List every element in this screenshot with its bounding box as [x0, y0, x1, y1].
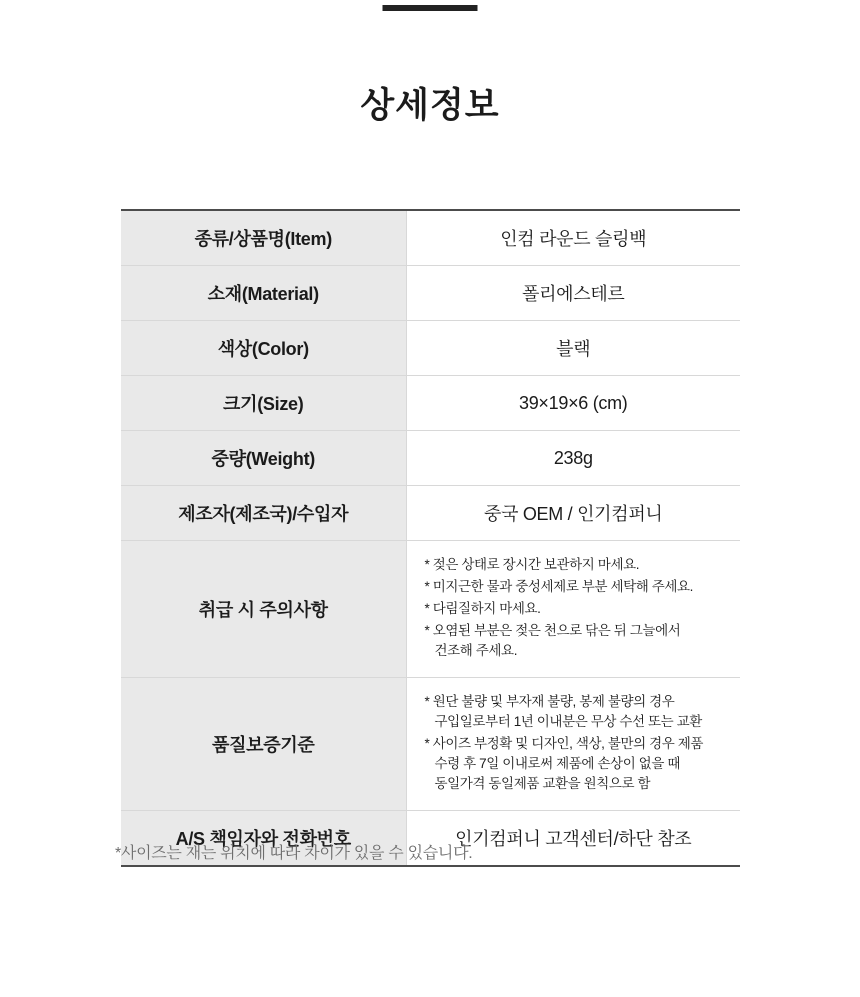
spec-value: 39×19×6 (cm) [406, 376, 740, 431]
spec-value: 폴리에스테르 [406, 266, 740, 321]
product-spec-table [121, 209, 740, 867]
table-row [121, 266, 740, 321]
spec-label: 종류/상품명(Item) [121, 210, 406, 266]
top-divider-bar [383, 5, 478, 11]
care-instructions-list [425, 555, 731, 661]
note-line: * 오염된 부분은 젖은 천으로 닦은 뒤 그늘에서 [424, 622, 681, 638]
spec-label: 색상(Color) [121, 321, 406, 376]
warranty-terms-list [425, 692, 731, 794]
note-line: * 다림질하지 마세요. [424, 600, 541, 616]
note-line: * 젖은 상태로 장시간 보관하지 마세요. [424, 557, 640, 572]
spec-value: 238g [406, 431, 740, 486]
spec-value: 블랙 [406, 321, 740, 376]
table-row [121, 486, 740, 541]
note-line: * 원단 불량 및 부자재 불량, 봉제 불량의 경우 [424, 693, 675, 709]
spec-label: A/S 책임자와 전화번호 [121, 810, 406, 866]
table-row [121, 210, 740, 266]
spec-value: 인기컴퍼니 고객센터/하단 참조 [406, 810, 740, 866]
size-disclaimer: *사이즈는 재는 위치에 따라 차이가 있을 수 있습니다. [115, 845, 473, 862]
note-line-continued: 건조해 주세요. [434, 642, 518, 658]
note-line-continued: 동일가격 동일제품 교환을 원칙으로 함 [434, 775, 651, 791]
table-row [121, 541, 740, 678]
table-row [121, 677, 740, 810]
list-item [425, 734, 731, 794]
spec-value [406, 541, 740, 678]
table-row [121, 376, 740, 431]
spec-label: 제조자(제조국)/수입자 [121, 486, 406, 541]
list-item [425, 555, 731, 575]
spec-label: 중량(Weight) [121, 431, 406, 486]
spec-label: 취급 시 주의사항 [121, 541, 406, 678]
spec-value: 인컴 라운드 슬링백 [406, 210, 740, 266]
spec-table-wrapper [121, 209, 740, 867]
page-title: 상세정보 [360, 86, 500, 125]
list-item [425, 599, 731, 619]
note-line-continued: 수령 후 7일 이내로써 제품에 손상이 없을 때 [434, 755, 680, 771]
spec-label: 크기(Size) [121, 376, 406, 431]
spec-value: 중국 OEM / 인기컴퍼니 [406, 486, 740, 541]
spec-value [406, 677, 740, 810]
note-line: * 사이즈 부정확 및 디자인, 색상, 불만의 경우 제품 [424, 735, 704, 751]
spec-label: 품질보증기준 [121, 677, 406, 810]
table-row [121, 431, 740, 486]
table-row [121, 321, 740, 376]
list-item [425, 621, 731, 661]
note-line: * 미지근한 물과 중성세제로 부분 세탁해 주세요. [424, 578, 693, 594]
spec-label: 소재(Material) [121, 266, 406, 321]
list-item [425, 577, 731, 597]
note-line-continued: 구입일로부터 1년 이내분은 무상 수선 또는 교환 [434, 713, 702, 729]
list-item [425, 692, 731, 732]
